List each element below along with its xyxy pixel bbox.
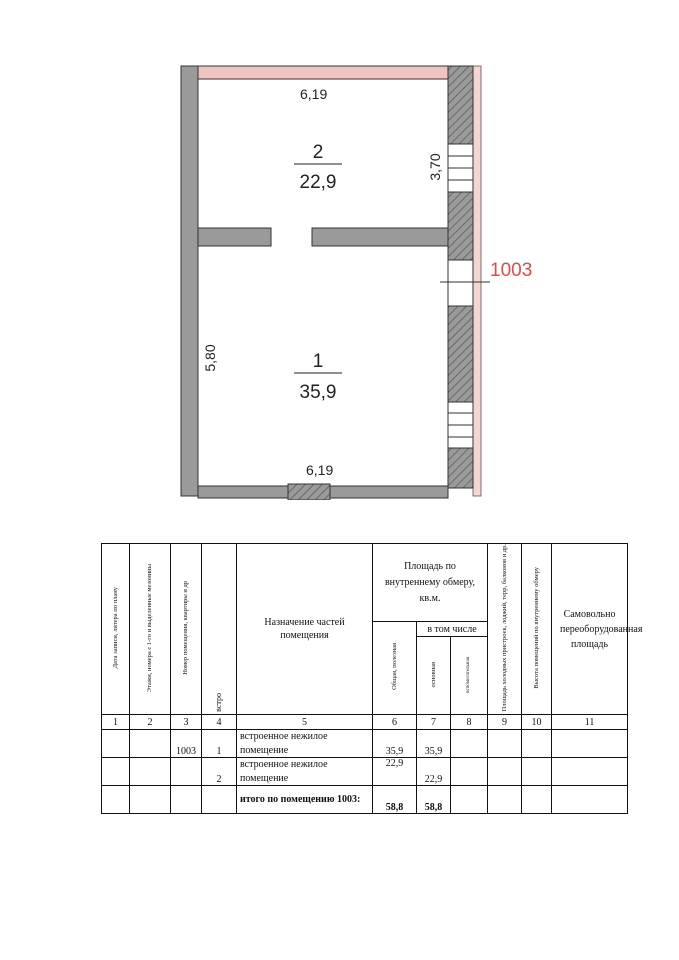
window-upper [448, 144, 473, 192]
header-col8: вспомогательная [451, 637, 488, 715]
right-wall-bottom [448, 448, 473, 488]
dim-room2-height: 3,70 [427, 153, 443, 181]
area-total: 22,9 [373, 758, 417, 786]
header-col4: встро [202, 544, 237, 715]
right-wall-lower [448, 306, 473, 402]
col-num: 9 [488, 715, 522, 730]
explication-table [101, 543, 643, 814]
dim-room1-height: 5,80 [202, 344, 218, 372]
col-num: 8 [451, 715, 488, 730]
col-num: 1 [102, 715, 130, 730]
total-main-area: 58,8 [417, 786, 451, 814]
total-area: 58,8 [373, 786, 417, 814]
premise-number: 1003 [171, 730, 202, 758]
room2-number: 2 [312, 142, 324, 163]
room2-area: 22,9 [299, 172, 337, 193]
header-col11: Самовольно переоборудованная площадь [552, 544, 628, 715]
room-purpose: встроенное нежилое помещение [237, 758, 373, 786]
dim-top-width: 6,19 [300, 86, 328, 102]
right-outer-strip [473, 66, 481, 496]
right-wall-top [448, 66, 473, 144]
col-num: 3 [171, 715, 202, 730]
col-num: 10 [522, 715, 552, 730]
premise-number [171, 758, 202, 786]
area-main: 22,9 [417, 758, 451, 786]
room1-area: 35,9 [299, 382, 337, 403]
room-number: 2 [202, 758, 237, 786]
left-wall [181, 66, 198, 496]
area-main: 35,9 [417, 730, 451, 758]
total-label: итого по помещению 1003: [237, 786, 373, 814]
right-wall-mid [448, 192, 473, 260]
explication-table-wrap [101, 543, 643, 814]
header-col2: Этажи, номера с 1-го и выделенные мезонины [130, 544, 171, 715]
header-col1: Дата записи, литера по плану [102, 544, 130, 715]
room-purpose: встроенное нежилое помещение [237, 730, 373, 758]
header-col9: Площадь холодных пристроек, лоджий, терр, балконов и др. [488, 544, 522, 715]
top-wall-strip [198, 66, 448, 79]
dim-bottom-width: 6,19 [306, 462, 334, 478]
column-number-row [102, 715, 628, 730]
col-num: 11 [552, 715, 628, 730]
bottom-opening [288, 484, 330, 500]
col-num: 2 [130, 715, 171, 730]
col-num: 5 [237, 715, 373, 730]
room-number: 1 [202, 730, 237, 758]
header-col10: Высота помещений по внутреннему обмеру [522, 544, 552, 715]
header-col7: основная [417, 637, 451, 715]
total-row [102, 786, 628, 814]
col-num: 7 [417, 715, 451, 730]
window-lower [448, 402, 473, 448]
room1-number: 1 [312, 351, 324, 372]
col-num: 4 [202, 715, 237, 730]
header-incl: в том числе [417, 622, 488, 637]
partition-left [198, 228, 271, 246]
col-num: 6 [373, 715, 417, 730]
entrance-door [440, 260, 490, 306]
table-row [102, 758, 628, 786]
apartment-label: 1003 [490, 260, 533, 281]
header-col5: Назначение частей помещения [237, 544, 373, 715]
table-row [102, 730, 628, 758]
area-total: 35,9 [373, 730, 417, 758]
header-area-group: Площадь по внутреннему обмеру, кв.м. [373, 544, 488, 622]
partition-right [312, 228, 448, 246]
header-col3: Номер помещения, квартиры и др [171, 544, 202, 715]
header-col6: Общая, полезная [373, 622, 417, 715]
